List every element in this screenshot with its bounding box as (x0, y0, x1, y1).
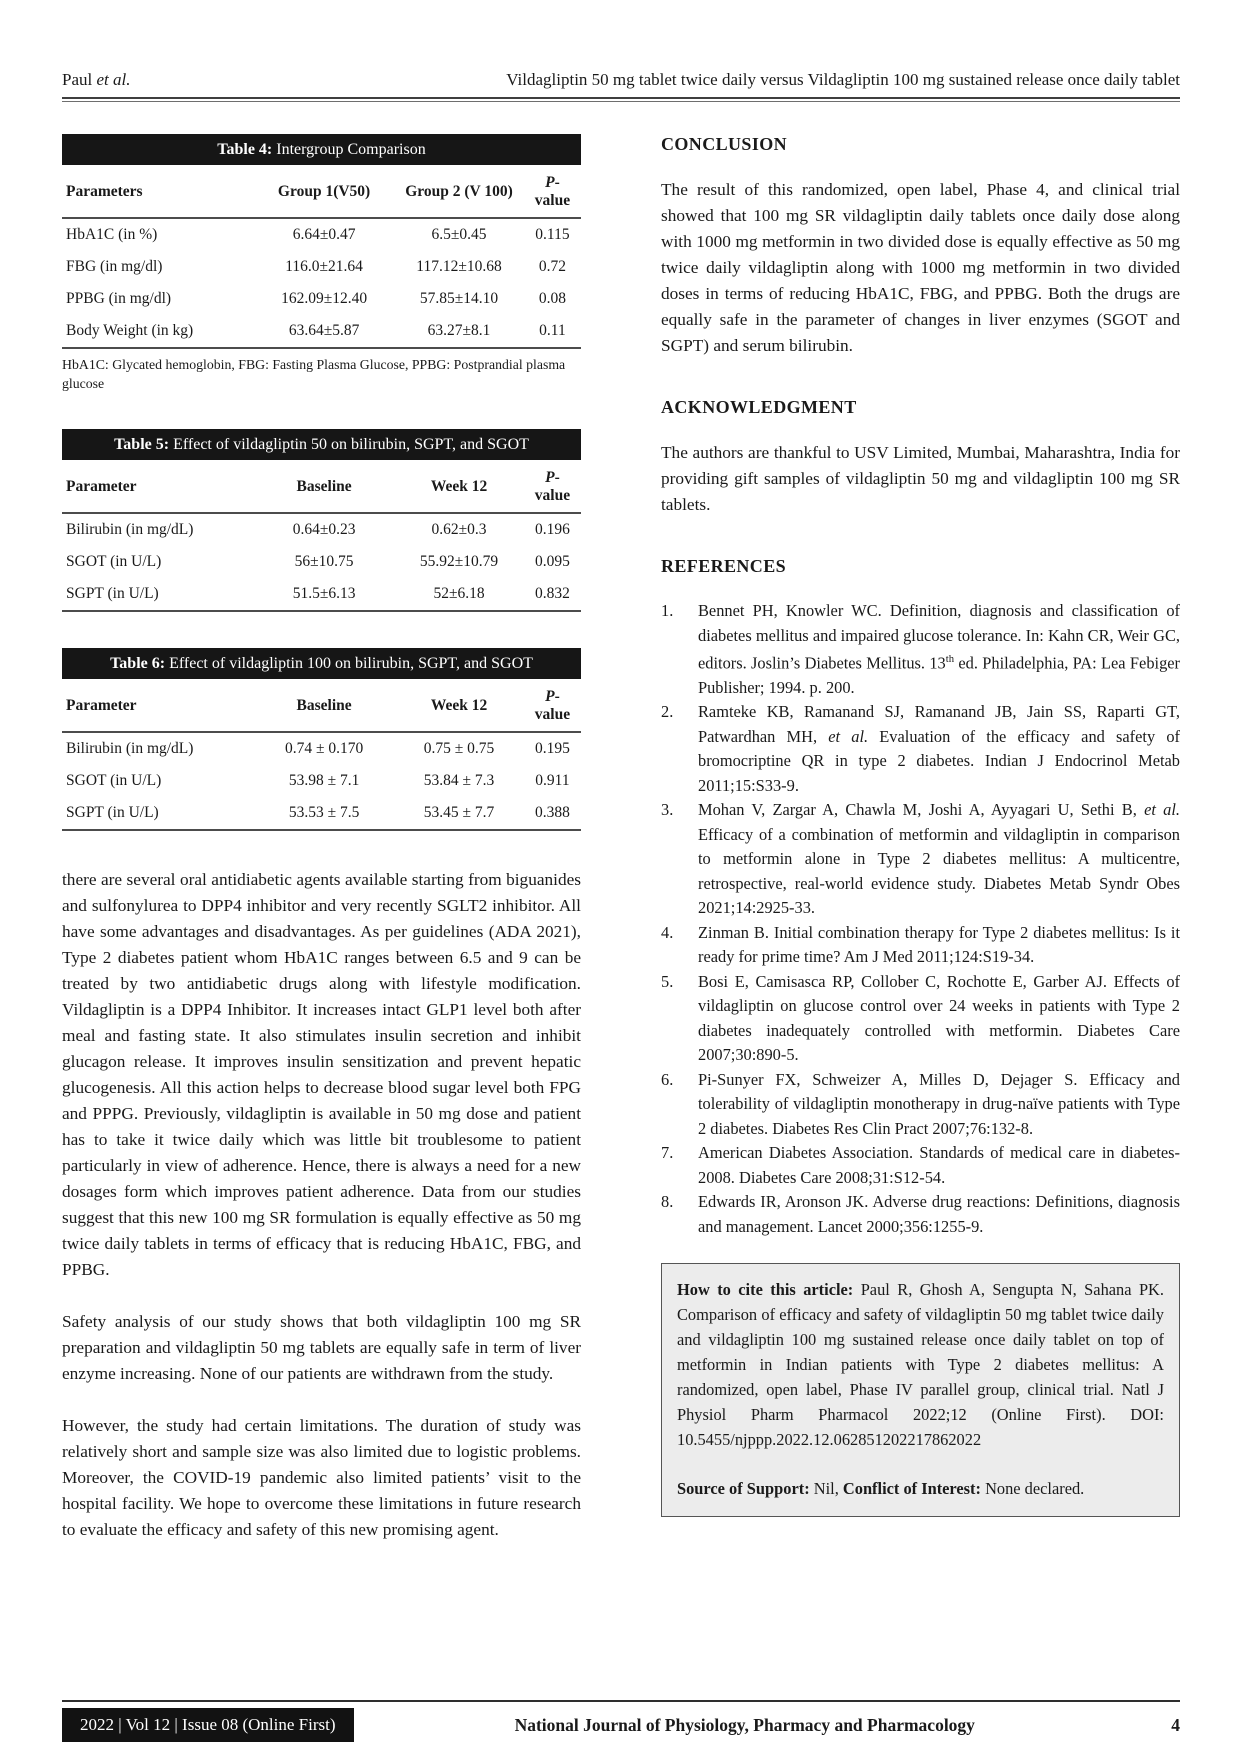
table-row (62, 797, 581, 830)
reference-item (661, 1068, 1180, 1142)
text-segment: et al. (1144, 800, 1180, 820)
table-row (62, 283, 581, 315)
text-segment: Nil, (809, 1479, 843, 1499)
running-authors-etal: et al. (96, 70, 131, 89)
table-header-row (62, 462, 581, 513)
table-cell: 6.5±0.45 (431, 226, 487, 243)
table-header-cell: P-value (524, 167, 581, 218)
table-cell: 0.64±0.23 (292, 521, 356, 538)
table-header-cell: Week 12 (394, 462, 524, 513)
table-row (62, 513, 581, 546)
table-header-cell: Baseline (254, 462, 394, 513)
discussion-paragraph: Safety analysis of our study shows that both vildagliptin 100 mg SR preparation and vildagliptin 50 mg tablets are equally safe in term of liver enzyme increasing. None of our patients are withdrawn from the study. (62, 1312, 581, 1383)
text-segment: Paul R, Ghosh A, Sengupta N, Sahana PK. Comparison of efficacy and safety of vildagliptin 50 mg tablet twice daily and vildagliptin 100 mg sustained release once daily tablet on top of metformin in Indian patients with Type 2 diabetes mellitus: A randomized, open label, Phase IV parallel group, clinical trial. Natl J Physiol Pharm Pharmacol 2022;12 (Online First). DOI: 10.5455/njppp.2022.12.062851202217862022 (677, 1280, 1164, 1450)
left-column (62, 134, 581, 1569)
reference-number: 3. (661, 800, 674, 820)
table-header-cell: P-value (524, 681, 581, 732)
table-title-text: Effect of vildagliptin 50 on bilirubin, SGPT, and SGOT (169, 436, 529, 453)
table-header-cell: Baseline (254, 681, 394, 732)
running-authors (62, 70, 130, 90)
text-segment: ed. Philadelphia, PA: Lea Febiger Publisher; 1994. p. 200. (698, 653, 1180, 697)
table-cell: SGOT (in U/L) (66, 772, 162, 789)
table-cell: 55.92±10.79 (419, 553, 499, 570)
tables-container (62, 134, 581, 831)
table-cell: Bilirubin (in mg/dL) (66, 521, 194, 538)
table-title (62, 648, 581, 679)
reference-text (698, 1068, 1180, 1142)
text-segment: Source of Support: (677, 1479, 810, 1499)
reference-item (661, 970, 1180, 1068)
reference-item (661, 1141, 1180, 1190)
table-header-row (62, 167, 581, 218)
footer-row (62, 1708, 1180, 1742)
running-title: Vildagliptin 50 mg tablet twice daily versus Vildagliptin 100 mg sustained release once daily tablet (506, 70, 1180, 89)
reference-number: 5. (661, 971, 674, 991)
reference-number: 2. (661, 702, 674, 722)
table-cell: 162.09±12.40 (281, 290, 368, 307)
table-cell: 53.45 ± 7.7 (394, 797, 524, 830)
table-cell: 53.84 ± 7.3 (423, 772, 495, 789)
table-cell: 53.98 ± 7.1 (288, 772, 360, 789)
reference-text (698, 921, 1180, 970)
table-cell: 0.08 (538, 290, 566, 307)
table-row (62, 251, 581, 283)
table-cell: 6.64±0.47 (292, 226, 356, 243)
table-row (62, 546, 581, 578)
table-title-text: Intergroup Comparison (272, 141, 426, 158)
table-cell: SGPT (in U/L) (62, 578, 254, 611)
conclusion-paragraph: The result of this randomized, open label, Phase 4, and clinical trial showed that 100 mg SR vildagliptin daily tablets once daily dose along with 1000 mg metformin in two divided dose is equally effective as 50 mg twice daily vildagliptin along with 1000 mg metformin in two divided doses in terms of reducing HbA1C, FBG, and PPBG. Both the drugs are equally safe in the parameter of changes in liver enzymes (SGOT and SGPT) and serum bilirubin. (661, 180, 1180, 355)
text-segment: Bennet PH, Knowler WC. Definition, diagnosis and classification of diabetes mellitus and impaired glucose tolerance. In: Kahn CR, Weir GC, editors. Joslin’s Diabetes Mellitus. 13 (698, 601, 1180, 673)
page-header (62, 70, 1180, 90)
table-cell: 52±6.18 (394, 578, 524, 611)
reference-item (661, 921, 1180, 970)
text-segment: Pi-Sunyer FX, Schweizer A, Milles D, Dejager S. Efficacy and tolerability of vildagliptin monotherapy in drug-naïve patients with Type 2 diabetes. Diabetes Res Clin Pract 2007;76:132-8. (698, 1069, 1180, 1138)
two-column-body (62, 134, 1180, 1569)
table-row (62, 315, 581, 348)
journal-name: National Journal of Physiology, Pharmacy and Pharmacology (514, 1714, 975, 1735)
table-cell: FBG (in mg/dl) (66, 258, 163, 275)
table-cell: SGOT (in U/L) (66, 553, 162, 570)
table-title-label: Table 4: (217, 141, 273, 158)
p-italic: P (545, 688, 555, 705)
text-segment: Bosi E, Camisasca RP, Collober C, Rochotte E, Garber AJ. Effects of vildagliptin on glucose control over 24 weeks in patients with Type 2 diabetes inadequately controlled with metformin. Diabetes Care 2007;30:890-5. (698, 971, 1180, 1065)
running-authors-name: Paul (62, 70, 97, 89)
table-header-cell: Parameter (62, 462, 254, 513)
reference-number: 8. (661, 1192, 674, 1212)
table-cell: 0.11 (524, 315, 581, 348)
table-header-cell: Parameter (62, 681, 254, 732)
table-cell: 0.75 ± 0.75 (423, 740, 495, 757)
table-cell: 51.5±6.13 (254, 578, 394, 611)
text-segment: None declared. (980, 1479, 1085, 1499)
table-cell: 0.195 (535, 740, 570, 757)
table-row (62, 218, 581, 251)
table-block-5 (62, 429, 581, 612)
table-title-label: Table 5: (114, 436, 170, 453)
text-segment: th (945, 654, 955, 665)
table-header-cell: Group 1(V50) (254, 167, 394, 218)
table-cell: 0.115 (535, 226, 570, 243)
discussion-paragraph: However, the study had certain limitations. The duration of study was relatively short and sample size was also limited due to logistic problems. Moreover, the COVID-19 pandemic also limited patients’ visit to the hospital facility. We hope to overcome these limitations in future research to evaluate the efficacy and safety of this new promising agent. (62, 1416, 581, 1539)
table-cell: 0.62±0.3 (431, 521, 487, 538)
issue-info: 2022 | Vol 12 | Issue 08 (Online First) (62, 1708, 354, 1742)
table-header-cell: Group 2 (V 100) (394, 167, 524, 218)
table-row (62, 765, 581, 797)
text-segment: How to cite this article: (677, 1280, 854, 1300)
references-heading: REFERENCES (661, 556, 787, 576)
table-cell: HbA1C (in %) (66, 226, 158, 243)
reference-item (661, 798, 1180, 921)
table-cell: 63.64±5.87 (254, 315, 394, 348)
text-segment: Zinman B. Initial combination therapy for Type 2 diabetes mellitus: Is it ready for prime time? Am J Med 2011;124:S19-34. (698, 922, 1180, 967)
discussion-paragraph: there are several oral antidiabetic agents available starting from biguanides and sulfonylurea to DPP4 inhibitor and very recently SGLT2 inhibitor. All have some advantages and disadvantages. As per guidelines (ADA 2021), Type 2 diabetes patient whom HbA1C ranges between 6.5 and 9 can be treated by two antidiabetic drugs along with lifestyle modification. Vildagliptin is a DPP4 Inhibitor. It increases intact GLP1 level both after meal and fasting state. It also stimulates insulin secretion and inhibit glucagon release. It improves insulin sensitization and prevent hepatic glucogenesis. All this action helps to decrease blood sugar level both FPG and PPPG. Previously, vildagliptin is available in 50 mg dose and patient has to take it twice daily which was little bit troublesome to patient particularly in view of adherence. Hence, there is always a need for a new dosages form which improves patient adherence. Data from our studies suggest that this new 100 mg SR formulation is equally effective as 50 mg twice daily tablets in terms of efficacy that is reducing HbA1C, FBG, and PPBG. (62, 870, 581, 1279)
table-cell: 0.388 (524, 797, 581, 830)
table-cell: 0.72 (538, 258, 566, 275)
table-cell: 116.0±21.64 (285, 258, 363, 275)
citation-text (677, 1277, 1164, 1452)
references-list (661, 599, 1180, 1239)
page-number: 4 (1171, 1714, 1180, 1735)
table-title-text: Effect of vildagliptin 100 on bilirubin, SGPT, and SGOT (165, 655, 533, 672)
data-table (62, 681, 581, 831)
table-title (62, 429, 581, 460)
discussion-text (62, 867, 581, 1543)
text-segment: Ramteke KB, Ramanand SJ, Ramanand JB, Jain SS, Raparti GT, Patwardhan MH, (698, 702, 1180, 746)
table-cell: SGPT (in U/L) (62, 797, 254, 830)
table-header-row (62, 681, 581, 732)
table-cell: 63.27±8.1 (394, 315, 524, 348)
table-row (62, 732, 581, 765)
reference-text (698, 798, 1180, 921)
acknowledgment-paragraph: The authors are thankful to USV Limited, Mumbai, Maharashtra, India for providing gift samples of vildagliptin 50 mg and vildagliptin 100 mg SR tablets. (661, 443, 1180, 514)
reference-text (698, 1141, 1180, 1190)
text-segment: Evaluation of the efficacy and safety of bromocriptine QR in type 2 diabetes. Indian J Endocrinol Metab 2011;15:S33-9. (698, 726, 1180, 795)
table-header-cell: P-value (524, 462, 581, 513)
p-italic: P (545, 174, 555, 191)
reference-text (698, 970, 1180, 1068)
text-segment: Edwards IR, Aronson JK. Adverse drug reactions: Definitions, diagnosis and management. Lancet 2000;356:1255-9. (698, 1192, 1180, 1236)
table-header-cell: Week 12 (394, 681, 524, 732)
reference-number: 4. (661, 922, 674, 942)
table-cell: 57.85±14.10 (419, 290, 499, 307)
reference-text (698, 700, 1180, 798)
table-cell: 0.74 ± 0.170 (284, 740, 364, 757)
header-rule (62, 97, 1180, 102)
table-block-4 (62, 134, 581, 393)
table-cell: Bilirubin (in mg/dL) (66, 740, 194, 757)
table-cell: 0.196 (535, 521, 570, 538)
table-cell: Body Weight (in kg) (62, 315, 254, 348)
text-segment: Mohan V, Zargar A, Chawla M, Joshi A, Ayyagari U, Sethi B, (698, 800, 1145, 820)
table-title (62, 134, 581, 165)
text-segment: Efficacy of a combination of metformin and vildagliptin in comparison to metformin alone in Type 2 diabetes mellitus: A multicentre, retrospective, real-world evidence study. Diabetes Metab Syndr Obes 2021;14:2925-33. (698, 824, 1180, 918)
reference-text (698, 1190, 1180, 1239)
table-cell: 0.911 (535, 772, 570, 789)
table-cell: 53.53 ± 7.5 (254, 797, 394, 830)
text-segment: American Diabetes Association. Standards of medical care in diabetes-2008. Diabetes Care 2008;31:S12-54. (698, 1143, 1180, 1187)
table-cell: 0.832 (524, 578, 581, 611)
table-footnote: HbA1C: Glycated hemoglobin, FBG: Fasting Plasma Glucose, PPBG: Postprandial plasma glucose (62, 357, 566, 391)
reference-number: 7. (661, 1143, 674, 1163)
reference-number: 1. (661, 601, 674, 620)
reference-item (661, 599, 1180, 700)
table-title-label: Table 6: (110, 655, 166, 672)
reference-item (661, 700, 1180, 798)
table-block-6 (62, 648, 581, 831)
reference-text (698, 599, 1180, 700)
table-cell: 0.095 (535, 553, 570, 570)
text-segment: Conflict of Interest: (842, 1479, 981, 1499)
data-table (62, 462, 581, 612)
data-table (62, 167, 581, 349)
table-header-cell: Parameters (62, 167, 254, 218)
table-cell: PPBG (in mg/dl) (66, 290, 172, 307)
page-footer (62, 1700, 1180, 1742)
table-cell: 56±10.75 (294, 553, 354, 570)
table-cell: 117.12±10.68 (416, 258, 502, 275)
table-row (62, 578, 581, 611)
text-segment: et al. (828, 726, 869, 746)
footer-rule (62, 1700, 1180, 1702)
conclusion-heading: CONCLUSION (661, 134, 788, 154)
support-text (677, 1476, 1164, 1501)
p-italic: P (545, 469, 555, 486)
right-column (661, 134, 1180, 1569)
acknowledgment-heading: ACKNOWLEDGMENT (661, 397, 857, 417)
cite-box (661, 1263, 1180, 1517)
reference-item (661, 1190, 1180, 1239)
reference-number: 6. (661, 1069, 674, 1089)
